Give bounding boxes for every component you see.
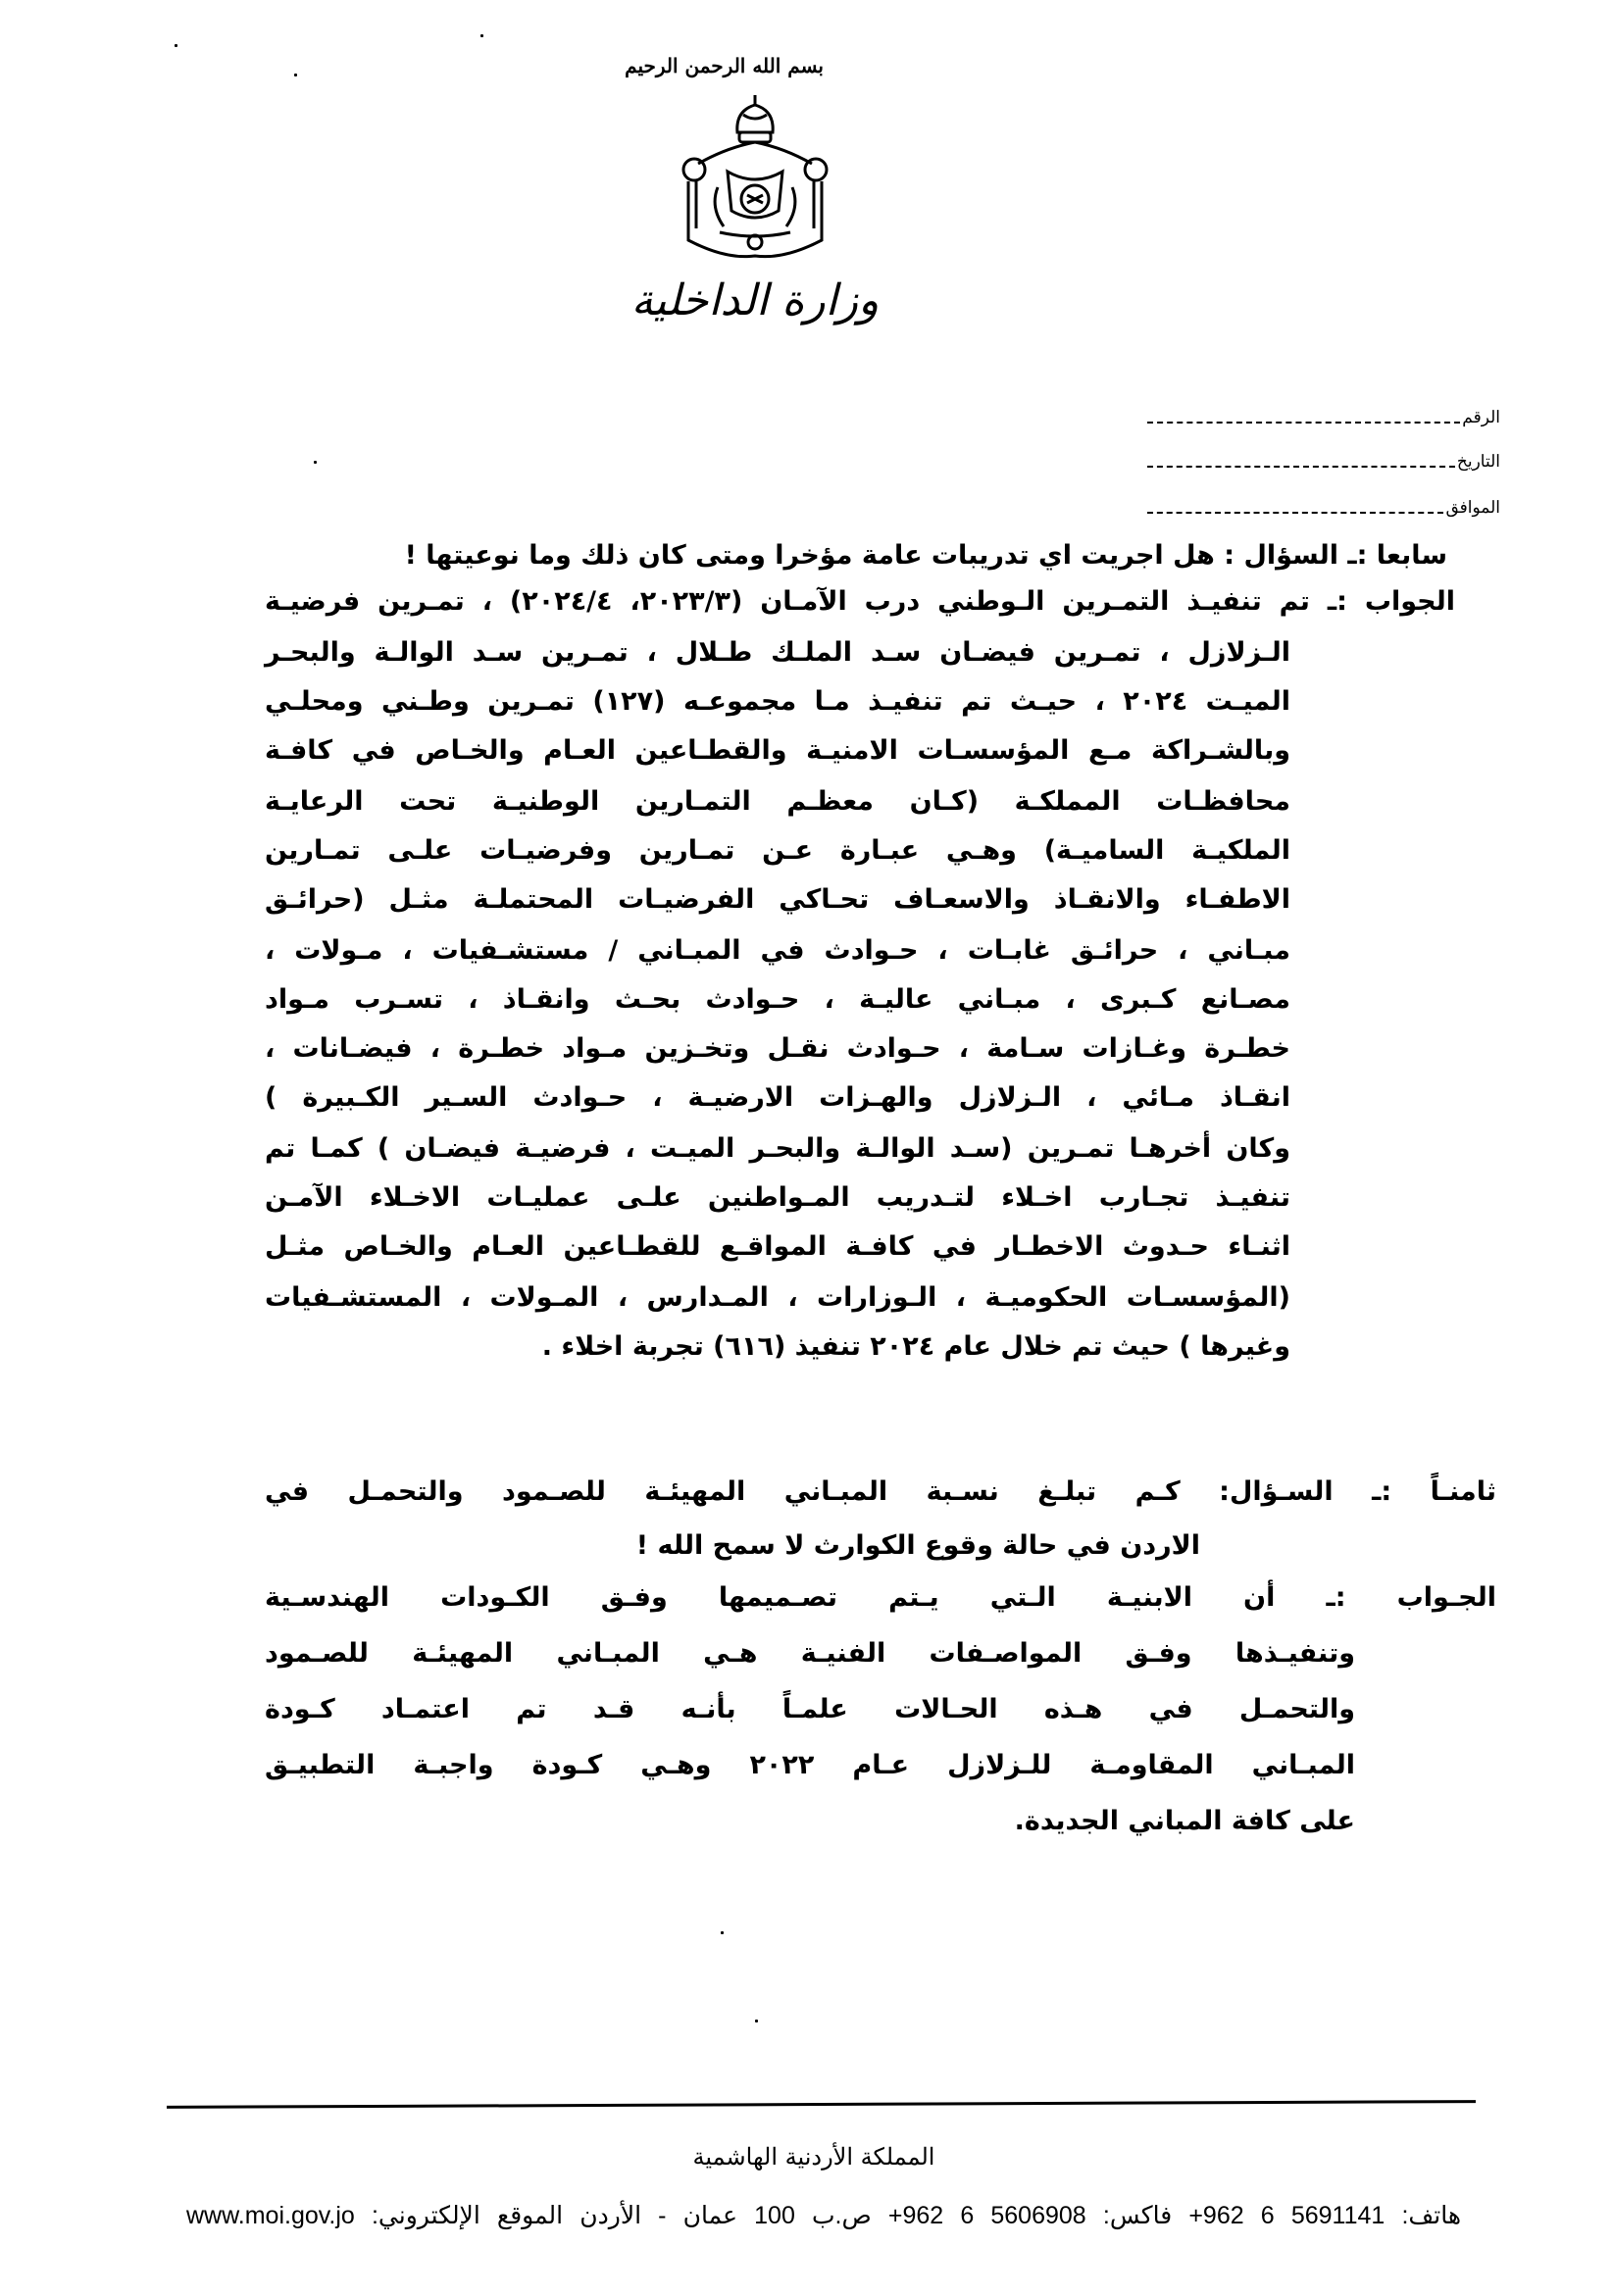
- ref-date-line: [1147, 466, 1455, 468]
- section7-answer-line: (المؤسسـات الحكوميـة ، الـوزارات ، المـدارس ، المـولات ، المستشـفيات: [265, 1282, 1290, 1313]
- section8-question-continuation: الاردن في حالة وقوع الكوارث لا سمح الله !: [635, 1530, 1200, 1561]
- section7-answer-line: الـزلازل ، تمـرين فيضـان سـد الملـك طـلال ، تمـرين سـد الوالـة والبحـر: [265, 637, 1290, 668]
- section8-answer-line: المبـاني المقاومـة للـزلازل عـام ٢٠٢٢ وهـي كـودة واجبـة التطبيـق: [265, 1750, 1356, 1780]
- section7-answer-line: الملكيـة الساميـة) وهـي عبـارة عـن تمـارين وفرضيـات علـى تمـارين: [265, 835, 1290, 866]
- section7-answer-line: الاطفـاء والانقـاذ والاسعـاف تحـاكي الفرضيـات المحتملـة مثـل (حرائـق: [265, 884, 1290, 915]
- section7-question: سابعا :ـ السؤال : هل اجريت اي تدريبات عامة مؤخرا ومتى كان ذلك وما نوعيتها !: [404, 540, 1447, 571]
- section8-answer-line: وتنفيـذها وفـق المواصـفات الفنيـة هـي المبـاني المهيئـة للصـمود: [265, 1638, 1355, 1669]
- section7-answer-line: مبـاني ، حرائـق غابـات ، حـوادث في المبـاني / مستشـفيات ، مـولات ،: [265, 935, 1290, 966]
- section7-answer-line: تنفيـذ تجـارب اخـلاء لتـدريب المـواطنين علـى عمليـات الاخـلاء الآمـن: [265, 1182, 1290, 1213]
- website-label: الموقع الإلكتروني:: [371, 2202, 564, 2229]
- section7-answer-line: خطـرة وغـازات سـامة ، حـوادث نقـل وتخـزين مـواد خطـرة ، فيضـانات ،: [265, 1033, 1290, 1064]
- footer-divider: [167, 2100, 1476, 2109]
- section7-answer-line: محافظـات المملكـة (كـان معظـم التمـارين الوطنيـة تحت الرعايـة: [265, 786, 1290, 817]
- scan-speck: [755, 2020, 758, 2022]
- section8-question: ثامنـاً :ـ السـؤال: كـم تبلـغ نسـبة المبـاني المهيئـة للصـمود والتحمـل في: [265, 1476, 1496, 1507]
- phone-label: هاتف:: [1401, 2202, 1462, 2229]
- section8-answer-first-line: الجـواب :ـ أن الابنيـة الـتي يـتم تصـميمها وفـق الكـودات الهندسـية: [265, 1582, 1496, 1613]
- section7-answer-line: وبالشـراكة مـع المؤسسـات الامنيـة والقطـاعين العـام والخـاص في كافـة: [265, 735, 1290, 766]
- ref-number-field: [1147, 392, 1500, 427]
- footer-contact-line: [186, 2196, 1461, 2235]
- ref-corresponding-line: [1147, 512, 1443, 514]
- section7-answer-line: وغيرها ) حيث تم خلال عام ٢٠٢٤ تنفيذ (٦١٦) تجربة اخلاء .: [541, 1331, 1290, 1362]
- footer-kingdom-name: المملكة الأردنية الهاشمية: [692, 2143, 935, 2171]
- section7-answer-line: اثنـاء حـدوث الاخطـار في كافـة المواقـع للقطـاعين العـام والخـاص مثـل: [265, 1231, 1290, 1262]
- ref-number-line: [1147, 422, 1460, 424]
- scan-speck: [314, 461, 317, 464]
- section7-answer-line: مصـانع كـبرى ، مبـاني عاليـة ، حـوادث بحـث وانقـاذ ، تسـرب مـواد: [265, 984, 1290, 1015]
- section8-answer-line: والتحمـل في هـذه الحـالات علمـاً بأنـه قـد تم اعتمـاد كـودة: [265, 1694, 1355, 1724]
- ref-corresponding-field: [1147, 482, 1500, 518]
- basmala-calligraphy: بسم الله الرحمن الرحيم: [625, 54, 824, 77]
- section7-answer-first-line: الجواب :ـ تم تنفيـذ التمـرين الـوطني درب الآمـان (٢٠٢٣/٣، ٢٠٢٤/٤) ، تمـرين فرضيـة: [265, 586, 1455, 617]
- website-link[interactable]: www.moi.gov.jo: [186, 2202, 355, 2229]
- scan-speck: [480, 34, 483, 37]
- ref-corresponding-label: الموافق: [1445, 498, 1500, 518]
- section7-answer-line: وكان أخرهـا تمـرين (سـد الوالـة والبحـر الميـت ، فرضيـة فيضـان ) كمـا تم: [265, 1133, 1290, 1164]
- ref-date-field: [1147, 436, 1500, 472]
- scan-speck: [294, 74, 297, 76]
- ministry-name: وزارة الداخلية: [630, 275, 880, 325]
- scan-speck: [721, 1931, 724, 1934]
- section7-answer-line: الميـت ٢٠٢٤ ، حيـث تم تنفيـذ مـا مجموعـه (١٢٧) تمـرين وطـني ومحلـي: [265, 686, 1290, 717]
- fax-label: فاكس:: [1102, 2202, 1173, 2229]
- fax-number: +962 6 5606908: [887, 2202, 1086, 2229]
- section8-answer-line: على كافة المباني الجديدة.: [1014, 1806, 1355, 1836]
- coat-of-arms-icon: [667, 93, 843, 260]
- section7-answer-line: انقـاذ مـائي ، الـزلازل والهـزات الارضيـة ، حـوادث السـير الكـبيرة ): [265, 1082, 1290, 1113]
- ref-date-label: التاريخ: [1456, 452, 1500, 472]
- scan-speck: [175, 44, 177, 47]
- ref-number-label: الرقم: [1462, 408, 1500, 427]
- phone-number: +962 6 5691141: [1188, 2202, 1385, 2229]
- po-box: ص.ب 100 عمان - الأردن: [579, 2202, 872, 2229]
